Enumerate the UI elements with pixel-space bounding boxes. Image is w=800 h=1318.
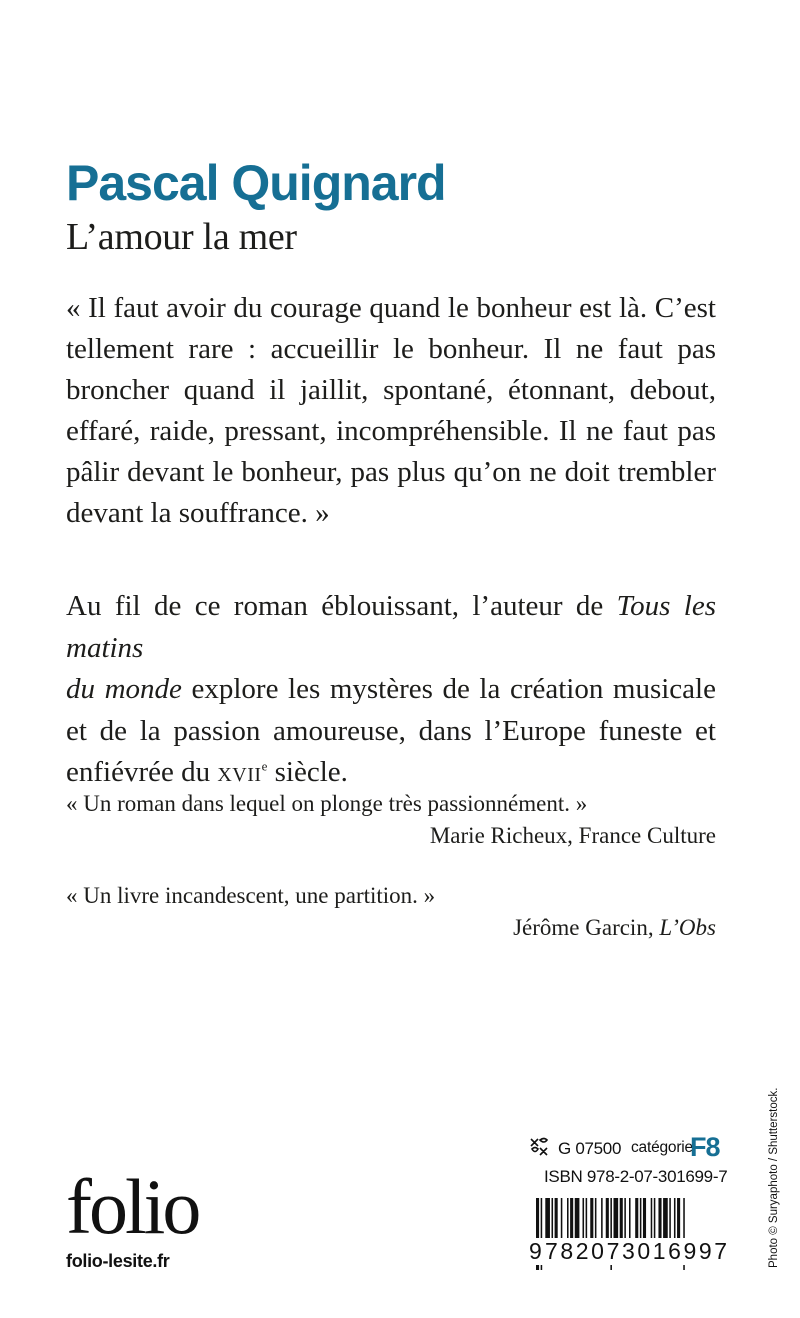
quote-line: effaré, raide, pressant, incompréhensible. Il ne faut pas [66, 415, 716, 447]
barcode-bar [663, 1198, 668, 1238]
photo-credit: Photo © Suryaphoto / Shutterstock. [768, 1087, 780, 1268]
gallimard-emblem-icon [528, 1136, 550, 1158]
barcode-bar [552, 1198, 554, 1238]
barcode-bar [570, 1198, 573, 1238]
quote-line: devant la souffrance. » [66, 497, 330, 529]
author-name: Pascal Quignard [66, 155, 446, 211]
barcode-bar [624, 1198, 626, 1238]
book-title: L’amour la mer [66, 216, 297, 258]
description-text: explore les mystères de la création musicale [181, 673, 716, 705]
barcode-first-digit: 9 [529, 1238, 545, 1264]
review-source: Marie Richeux, France Culture [429, 823, 716, 848]
barcode-bar [555, 1198, 558, 1238]
catalog-line [528, 1132, 718, 1162]
category-label: catégorie [631, 1139, 693, 1156]
review-quote: « Un livre incandescent, une partition. » [66, 883, 436, 908]
barcode-bar [590, 1198, 593, 1238]
review-quote: « Un roman dans lequel on plonge très passionnément. » [66, 791, 588, 816]
back-cover-quote [66, 288, 716, 534]
barcode-bar [669, 1198, 671, 1238]
quote-line: broncher quand il jaillit, spontané, étonnant, debout, [66, 374, 716, 406]
barcode-number: 782073016997 [545, 1238, 730, 1264]
barcode-bar [545, 1198, 550, 1238]
quote-line: pâlir devant le bonheur, pas plus qu’on ne doit trembler [66, 456, 716, 488]
barcode-bar [606, 1198, 609, 1238]
quote-line: tellement rare : accueillir le bonheur. Il ne faut pas [66, 333, 716, 365]
referenced-title: du monde [66, 673, 182, 705]
century-numeral: XVII [217, 764, 262, 786]
barcode-bar [640, 1198, 642, 1238]
barcode-bar [620, 1198, 623, 1238]
description-text: enfiévrée du [66, 756, 218, 788]
barcode-digits [528, 1238, 730, 1270]
barcode-bar [677, 1198, 680, 1238]
barcode-bar [601, 1198, 603, 1238]
publisher-website: folio-lesite.fr [66, 1251, 170, 1271]
barcode-bar [567, 1198, 569, 1238]
barcode-bar [586, 1198, 588, 1238]
review-source: Jérôme Garcin, L’Obs [513, 915, 716, 940]
barcode-bar [658, 1198, 661, 1238]
barcode-bar [629, 1198, 631, 1238]
folio-logo: folio [66, 1163, 199, 1250]
barcode-bar [575, 1198, 580, 1238]
century-superscript: e [261, 758, 268, 774]
barcode-bar [654, 1198, 656, 1238]
description-text: Au fil de ce roman éblouissant, l’auteur de [66, 590, 617, 622]
barcode-bar [674, 1198, 676, 1238]
category-code: F8 [690, 1132, 720, 1162]
barcode-bar [614, 1198, 619, 1238]
barcode-bar [651, 1198, 653, 1238]
description-text: siècle. [267, 756, 348, 788]
barcode-bar [583, 1198, 585, 1238]
barcode-bar [635, 1198, 638, 1238]
barcode-bar [561, 1198, 563, 1238]
press-review [66, 880, 716, 944]
barcode-bar [595, 1198, 597, 1238]
catalog-code: G 07500 [558, 1139, 622, 1158]
press-review [66, 788, 716, 852]
barcode-bar [643, 1198, 646, 1238]
referenced-title: Tous les matins [66, 590, 716, 664]
isbn: ISBN 978-2-07-301699-7 [544, 1167, 728, 1186]
book-description [66, 586, 716, 797]
quote-line: « Il faut avoir du courage quand le bonheur est là. C’est [66, 292, 716, 324]
description-text: et de la passion amoureuse, dans l’Europe funeste et [66, 714, 716, 747]
